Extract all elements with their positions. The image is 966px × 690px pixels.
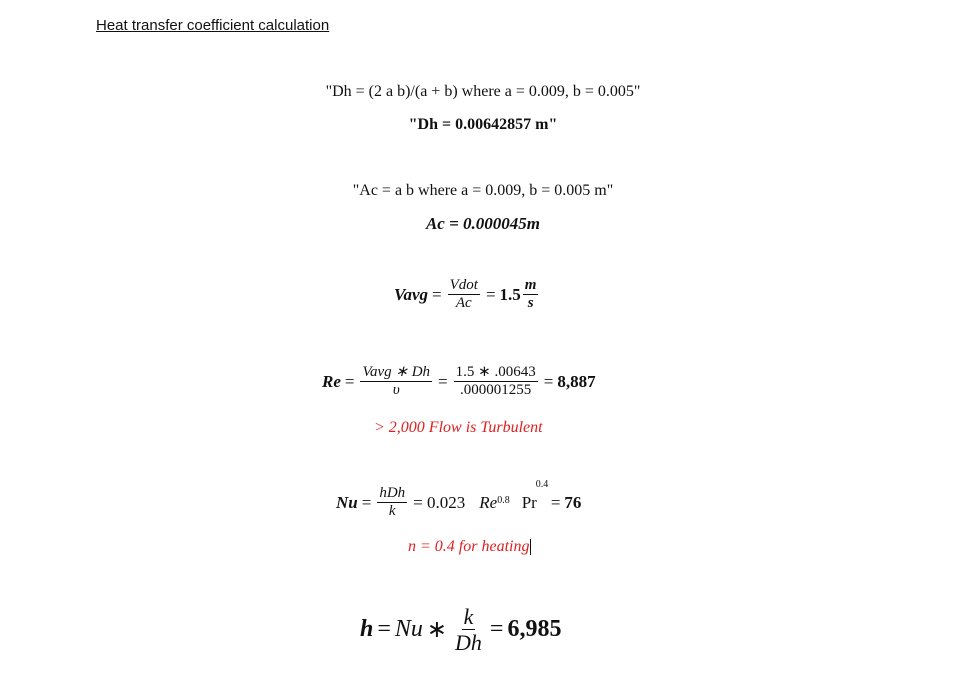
nu-pr: Pr — [521, 492, 537, 512]
text-cursor — [530, 539, 531, 555]
h-eq1: = — [377, 616, 391, 643]
re-frac2-numerator: 1.5 ∗ .00643 — [454, 364, 538, 382]
nu-re-exp: 0.8 — [497, 495, 510, 507]
re-frac1-denominator: υ — [392, 382, 400, 399]
nu-numerator: hDh — [377, 485, 407, 503]
h-times: ∗ — [426, 617, 448, 644]
vavg-fraction — [448, 277, 480, 313]
re-fraction-1 — [360, 364, 432, 400]
ac-result: Ac = 0.000045m — [425, 214, 541, 233]
nu-note-text: n = 0.4 for heating — [408, 538, 530, 555]
nu-eq1: = — [361, 492, 372, 512]
nu-fraction — [377, 485, 407, 521]
vavg-equation — [394, 277, 540, 313]
vavg-unit-den: s — [527, 295, 534, 312]
dh-result: "Dh = 0.00642857 m" — [408, 116, 558, 133]
vavg-eq2: = — [485, 284, 496, 304]
re-value: 8,887 — [557, 371, 596, 391]
h-eq2: = — [489, 616, 504, 643]
vavg-lhs: Vavg — [394, 284, 428, 304]
h-denominator: Dh — [455, 630, 482, 656]
re-note — [374, 419, 543, 437]
vavg-value: 1.5 — [499, 284, 521, 304]
nu-re: Re — [479, 492, 498, 512]
re-equation — [322, 364, 596, 400]
re-eq3: = — [543, 371, 554, 391]
document-title: Heat transfer coefficient calculation — [96, 17, 330, 34]
re-frac2-denominator: .000001255 — [460, 382, 532, 399]
ac-formula: "Ac = a b where a = 0.009, b = 0.005 m" — [352, 182, 614, 199]
re-fraction-2 — [454, 364, 538, 400]
re-frac1-numerator: Vavg ∗ Dh — [360, 364, 432, 382]
h-fraction — [453, 604, 484, 656]
re-note-text: > 2,000 Flow is Turbulent — [374, 419, 543, 436]
h-lhs: h — [360, 616, 374, 643]
h-nu: Nu — [394, 616, 423, 643]
nu-lhs: Nu — [336, 492, 358, 512]
re-eq2: = — [438, 371, 448, 391]
h-equation — [360, 604, 561, 656]
vavg-unit — [523, 277, 539, 313]
nu-denominator: k — [388, 503, 396, 520]
nu-pr-group — [521, 478, 549, 513]
nu-eq3: = — [550, 492, 561, 512]
vavg-denominator: Ac — [455, 295, 472, 312]
re-lhs: Re — [322, 371, 341, 391]
nu-pr-exp: 0.4 — [535, 478, 549, 490]
h-numerator: k — [463, 604, 474, 629]
dh-formula: "Dh = (2 a b)/(a + b) where a = 0.009, b = 0.005" — [325, 83, 641, 100]
h-value: 6,985 — [507, 616, 562, 643]
nu-eq2: = 0.023 — [413, 492, 466, 512]
nu-value: 76 — [564, 492, 582, 512]
nu-equation — [336, 478, 582, 521]
vavg-numerator: Vdot — [448, 277, 480, 295]
vavg-eq1: = — [432, 284, 442, 304]
vavg-unit-num: m — [523, 277, 539, 295]
nu-note — [408, 538, 531, 556]
re-eq1: = — [344, 371, 355, 391]
